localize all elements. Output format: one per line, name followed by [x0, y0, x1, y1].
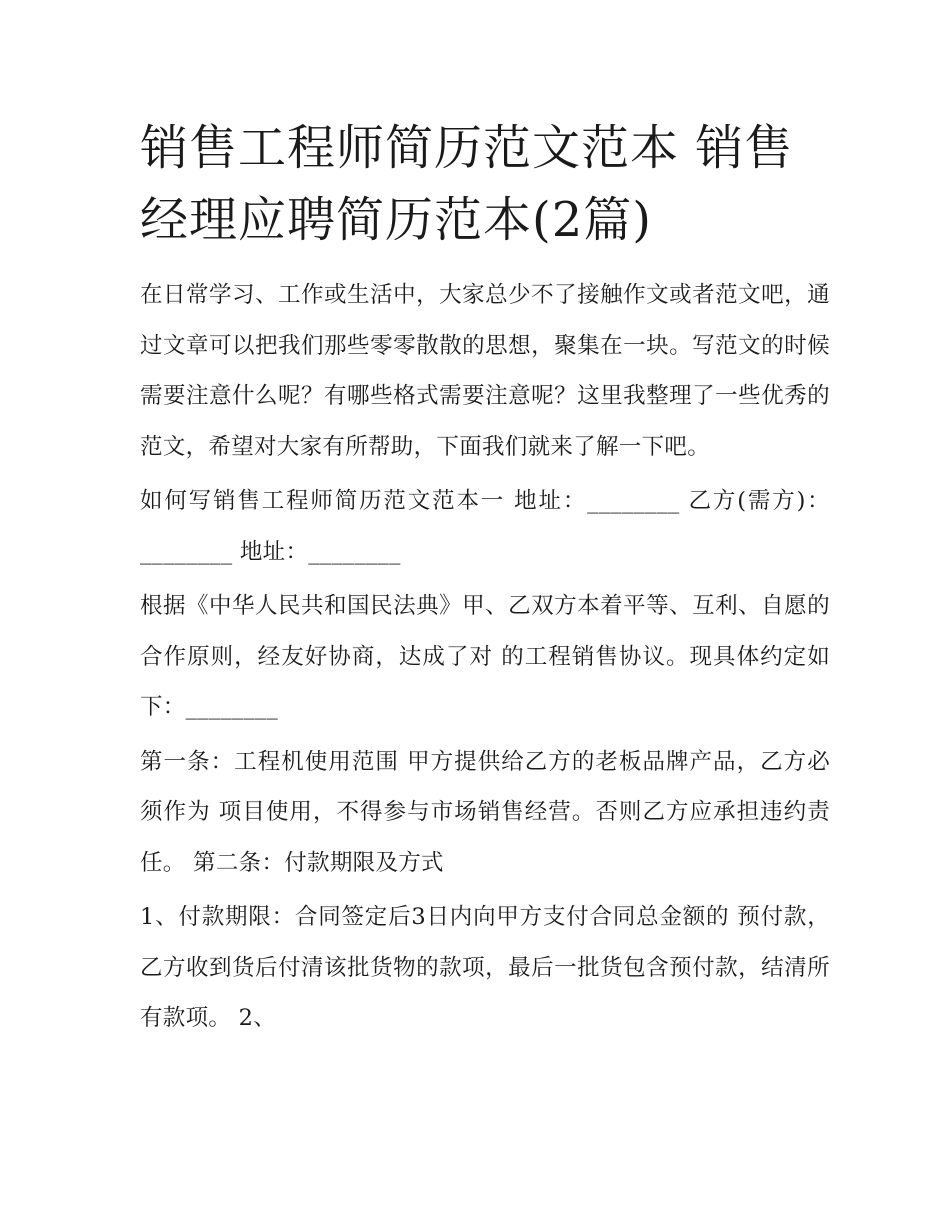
- address-paragraph: 如何写销售工程师简历范文范本一 地址：________ 乙方(需方)：________ 地址：________: [140, 488, 830, 565]
- agreement-paragraph: 根据《中华人民共和国民法典》甲、乙双方本着平等、互利、自愿的合作原则，经友好协商，达成了对 的工程销售协议。现具体约定如下：________: [140, 593, 830, 720]
- document-title: 销售工程师简历范文范本 销售经理应聘简历范本(2篇): [140, 120, 794, 248]
- document-page: [140, 112, 830, 1048]
- payment-terms-paragraph: 1、付款期限：合同签定后3日内向甲方支付合同总金额的 预付款，乙方收到货后付清该批货物的款项，最后一批货包含预付款，结清所有款项。 2、: [140, 904, 830, 1031]
- article-one-paragraph: 第一条：工程机使用范围 甲方提供给乙方的老板品牌产品，乙方必须作为 项目使用，不得参与市场销售经营。否则乙方应承担违约责任。 第二条：付款期限及方式: [140, 748, 830, 876]
- intro-paragraph: 在日常学习、工作或生活中，大家总少不了接触作文或者范文吧，通过文章可以把我们那些零零散散的思想，聚集在一块。写范文的时候需要注意什么呢？有哪些格式需要注意呢？这里我整理了一些优秀的范文，希望对大家有所帮助，下面我们就来了解一下吧。: [140, 282, 830, 460]
